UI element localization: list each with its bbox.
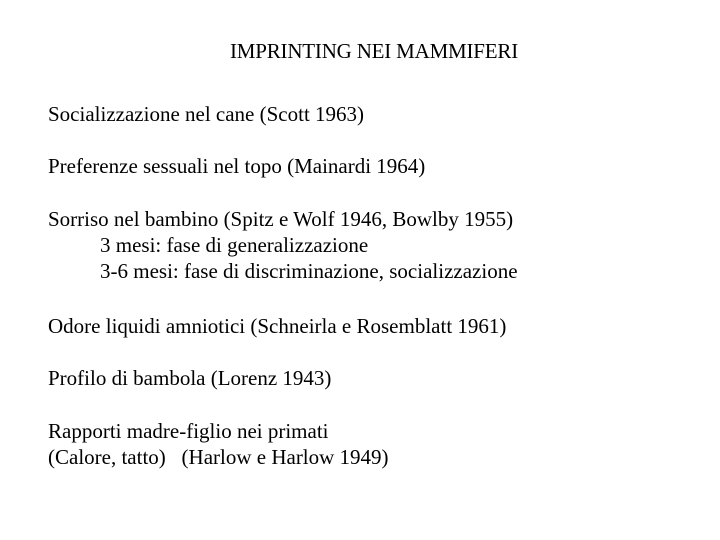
- sub-item-discriminazione: 3-6 mesi: fase di discriminazione, socializzazione: [100, 259, 518, 283]
- list-item-primati: Rapporti madre-figlio nei primati: [48, 419, 329, 443]
- page-title: IMPRINTING NEI MAMMIFERI: [229, 39, 519, 63]
- list-item-odore: Odore liquidi amniotici (Schneirla e Rosemblatt 1961): [48, 314, 507, 338]
- sub-item-generalizzazione: 3 mesi: fase di generalizzazione: [100, 233, 369, 257]
- list-item-scott: Socializzazione nel cane (Scott 1963): [48, 102, 365, 126]
- list-item-mainardi: Preferenze sessuali nel topo (Mainardi 1964): [48, 154, 426, 178]
- list-item-lorenz: Profilo di bambola (Lorenz 1943): [48, 366, 332, 390]
- list-item-primati-ref: (Calore, tatto) (Harlow e Harlow 1949): [48, 445, 389, 469]
- list-item-sorriso: Sorriso nel bambino (Spitz e Wolf 1946, Bowlby 1955): [48, 207, 514, 231]
